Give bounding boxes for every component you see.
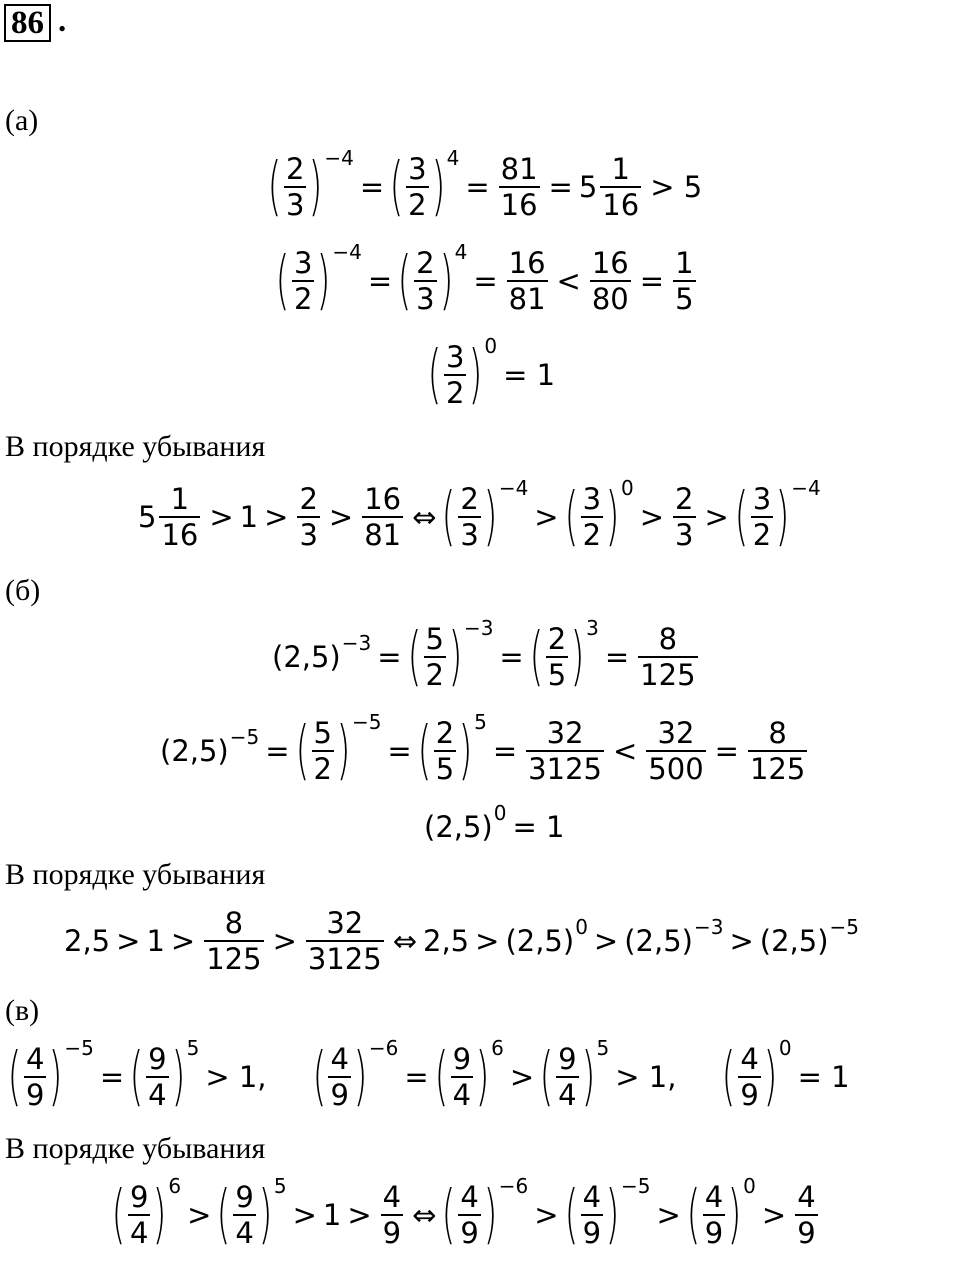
- numerator: 32: [657, 716, 695, 750]
- parenthesis: (: [427, 338, 442, 412]
- math-term: 1: [239, 500, 259, 534]
- denominator: 3: [416, 282, 435, 316]
- exponent: −3: [341, 631, 372, 655]
- denominator: 9: [582, 1216, 602, 1250]
- math-term: (2,5): [160, 734, 229, 768]
- power-expression: [427, 334, 498, 412]
- operator: > 1,: [615, 1060, 677, 1094]
- exponent: −4: [498, 476, 529, 500]
- operator: ⇔: [412, 1198, 437, 1232]
- numerator: 8: [658, 622, 678, 656]
- operator: > 1,: [205, 1060, 267, 1094]
- denominator: 5: [675, 282, 694, 316]
- numerator: 9: [452, 1042, 472, 1076]
- operator: =: [367, 264, 393, 298]
- operator: >: [170, 924, 196, 958]
- operator: =: [99, 1060, 125, 1094]
- numerator: 8: [224, 906, 244, 940]
- denominator: 4: [558, 1078, 577, 1112]
- parenthesis: (: [686, 1178, 701, 1252]
- parenthesis: ): [605, 1178, 620, 1252]
- parenthesis: (: [539, 1040, 554, 1114]
- operator: =: [387, 734, 412, 768]
- parenthesis: ): [483, 480, 498, 554]
- numerator: 4: [382, 1180, 402, 1214]
- fraction: [673, 482, 695, 552]
- parenthesis: ): [353, 1040, 368, 1114]
- parenthesis: ): [727, 1178, 742, 1252]
- numerator: 16: [591, 246, 629, 280]
- denominator: 80: [591, 282, 629, 316]
- power-expression: [7, 1036, 94, 1114]
- operator: >: [116, 924, 141, 958]
- numerator: 9: [129, 1180, 149, 1214]
- denominator: 2: [752, 518, 772, 552]
- fraction: [306, 906, 384, 976]
- numerator: 32: [326, 906, 364, 940]
- math-term: (2,5): [424, 810, 493, 844]
- power-expression: [267, 146, 354, 224]
- operator: >: [209, 500, 234, 534]
- parenthesis: ): [49, 1040, 63, 1114]
- numerator: 2: [435, 716, 455, 750]
- operator: >: [704, 500, 729, 534]
- parenthesis: (: [434, 1040, 449, 1114]
- exponent: 5: [273, 1174, 287, 1198]
- operator: =: [465, 170, 490, 204]
- exponent: 4: [454, 240, 468, 264]
- numerator: 4: [330, 1042, 349, 1076]
- parenthesis: (: [389, 150, 404, 224]
- numerator: 2: [416, 246, 435, 280]
- math-term: (2,5): [505, 924, 575, 958]
- exponent: 0: [484, 334, 498, 358]
- numerator: 4: [740, 1042, 759, 1076]
- parenthesis: ): [458, 714, 473, 788]
- operator: =: [714, 734, 739, 768]
- denominator: 4: [129, 1216, 149, 1250]
- math-term: 5: [578, 170, 598, 204]
- equation-v1: [7, 1036, 856, 1114]
- operator: =: [604, 640, 630, 674]
- order-equation-v: [111, 1174, 821, 1252]
- parenthesis: ): [431, 150, 445, 224]
- operator: =: [473, 264, 498, 298]
- fraction: [499, 152, 540, 222]
- parenthesis: ): [763, 1040, 778, 1114]
- power-expression: [129, 1036, 200, 1114]
- math-term: (2,5): [624, 924, 693, 958]
- section-label-a: (а): [5, 104, 39, 137]
- problem-number-dot: .: [58, 3, 67, 39]
- denominator: 500: [648, 752, 704, 786]
- exponent: 4: [446, 146, 460, 170]
- denominator: 3: [460, 518, 479, 552]
- parenthesis: (: [397, 244, 412, 318]
- numerator: 1: [170, 482, 190, 516]
- operator: >: [292, 1198, 317, 1232]
- fraction: [128, 1180, 150, 1250]
- order-equation-b: [64, 906, 859, 976]
- exponent: 0: [778, 1036, 792, 1060]
- parenthesis: (: [295, 714, 309, 788]
- operator: >: [729, 924, 754, 958]
- fraction: [546, 622, 568, 692]
- power-expression: [111, 1174, 182, 1252]
- denominator: 125: [206, 942, 262, 976]
- parenthesis: (: [564, 1178, 578, 1252]
- parenthesis: (: [734, 480, 749, 554]
- exponent: −5: [351, 710, 382, 734]
- operator: >: [264, 500, 289, 534]
- power-expression: [529, 616, 599, 694]
- denominator: 2: [582, 518, 602, 552]
- numerator: 2: [299, 482, 318, 516]
- exponent: 3: [586, 616, 599, 640]
- operator: =: [359, 170, 385, 204]
- parenthesis: ): [439, 244, 453, 318]
- numerator: 3: [582, 482, 602, 516]
- problem-number: 86: [4, 4, 51, 42]
- operator: >: [534, 1198, 559, 1232]
- denominator: 3: [299, 518, 318, 552]
- math-term: 2,5: [64, 924, 111, 958]
- power-expression: [295, 710, 382, 788]
- numerator: 4: [582, 1180, 602, 1214]
- parenthesis: ): [171, 1040, 185, 1114]
- fraction: [297, 482, 319, 552]
- fraction: [581, 1180, 603, 1250]
- denominator: 4: [148, 1078, 167, 1112]
- fraction: [204, 906, 263, 976]
- section-label-v: (в): [5, 994, 40, 1027]
- fraction: [159, 482, 200, 552]
- operator: >: [534, 500, 559, 534]
- numerator: 3: [752, 482, 772, 516]
- power-expression: [407, 616, 494, 694]
- fraction: [458, 482, 480, 552]
- parenthesis: (: [7, 1040, 22, 1114]
- power-expression: [722, 1036, 792, 1114]
- exponent: −6: [498, 1174, 529, 1198]
- power-expression: [539, 1036, 610, 1114]
- numerator: 9: [235, 1180, 254, 1214]
- operator: = 1: [512, 810, 565, 844]
- numerator: 5: [425, 622, 444, 656]
- denominator: 3125: [528, 752, 602, 786]
- operator: >: [761, 1198, 787, 1232]
- numerator: 1: [611, 152, 630, 186]
- operator: <: [612, 734, 638, 768]
- denominator: 125: [640, 658, 696, 692]
- parenthesis: ): [475, 1040, 490, 1114]
- fraction: [673, 246, 695, 316]
- fraction: [451, 1042, 473, 1112]
- math-term: 2,5: [423, 924, 470, 958]
- parenthesis: ): [336, 714, 351, 788]
- equation-b3: [424, 801, 570, 844]
- parenthesis: (: [407, 620, 421, 694]
- denominator: 9: [797, 1216, 816, 1250]
- fraction: [284, 152, 306, 222]
- exponent: 5: [186, 1036, 200, 1060]
- numerator: 4: [704, 1180, 724, 1214]
- fraction: [795, 1180, 817, 1250]
- denominator: 3125: [307, 942, 382, 976]
- operator: >: [475, 924, 500, 958]
- fraction: [638, 622, 697, 692]
- numerator: 9: [558, 1042, 577, 1076]
- fraction: [526, 716, 604, 786]
- fraction: [312, 716, 334, 786]
- order-equation-a: [138, 476, 821, 554]
- operator: =: [404, 1060, 429, 1094]
- operator: =: [492, 734, 518, 768]
- power-expression: [564, 1174, 651, 1252]
- denominator: 2: [293, 282, 313, 316]
- parenthesis: ): [605, 480, 620, 554]
- numerator: 4: [25, 1042, 45, 1076]
- fraction: [328, 1042, 350, 1112]
- numerator: 2: [285, 152, 305, 186]
- math-term: 1: [322, 1198, 342, 1232]
- order-text-a: В порядке убывания: [5, 430, 266, 463]
- denominator: 5: [547, 658, 567, 692]
- operator: >: [593, 924, 619, 958]
- power-expression: [686, 1174, 756, 1252]
- exponent: −6: [368, 1036, 399, 1060]
- exponent: −5: [64, 1036, 94, 1060]
- fraction: [444, 340, 466, 410]
- operator: =: [639, 264, 665, 298]
- exponent: 0: [743, 1174, 756, 1198]
- fraction: [458, 1180, 480, 1250]
- exponent: −5: [829, 915, 860, 939]
- fraction: [381, 1180, 403, 1250]
- power-expression: [734, 476, 821, 554]
- exponent: −4: [791, 476, 821, 500]
- operator: >: [509, 1060, 535, 1094]
- exponent: −4: [324, 146, 354, 170]
- numerator: 2: [675, 482, 694, 516]
- equation-b2: [160, 710, 810, 788]
- operator: ⇔: [412, 500, 437, 534]
- equation-a1: [267, 146, 708, 224]
- operator: >: [656, 1198, 681, 1232]
- numerator: 9: [148, 1042, 167, 1076]
- math-term: (2,5): [272, 640, 341, 674]
- math-term: 1: [146, 924, 165, 958]
- fraction: [233, 1180, 255, 1250]
- equation-b1: [272, 616, 701, 694]
- numerator: 2: [547, 622, 567, 656]
- denominator: 9: [330, 1078, 349, 1112]
- power-expression: [312, 1036, 399, 1114]
- parenthesis: (: [722, 1040, 736, 1114]
- operator: =: [377, 640, 402, 674]
- operator: <: [556, 264, 581, 298]
- fraction: [703, 1180, 725, 1250]
- numerator: 81: [500, 152, 538, 186]
- operator: = 1: [503, 358, 556, 392]
- exponent: −5: [620, 1174, 651, 1198]
- parenthesis: (: [417, 714, 432, 788]
- fraction: [556, 1042, 578, 1112]
- power-expression: [275, 240, 362, 318]
- denominator: 81: [364, 518, 402, 552]
- numerator: 5: [313, 716, 332, 750]
- operator: > 5: [650, 170, 703, 204]
- fraction: [24, 1042, 46, 1112]
- parenthesis: ): [581, 1040, 595, 1114]
- parenthesis: (: [529, 620, 544, 694]
- exponent: 6: [168, 1174, 182, 1198]
- numerator: 3: [445, 340, 465, 374]
- denominator: 5: [435, 752, 455, 786]
- denominator: 9: [460, 1216, 479, 1250]
- exponent: −3: [693, 915, 724, 939]
- parenthesis: ): [317, 244, 331, 318]
- numerator: 4: [460, 1180, 479, 1214]
- denominator: 9: [740, 1078, 759, 1112]
- denominator: 16: [161, 518, 199, 552]
- order-text-b: В порядке убывания: [5, 858, 266, 891]
- denominator: 4: [235, 1216, 254, 1250]
- operator: >: [347, 1198, 372, 1232]
- operator: =: [499, 640, 524, 674]
- math-term: (2,5): [759, 924, 829, 958]
- equation-a3: [427, 334, 561, 412]
- parenthesis: ): [448, 620, 463, 694]
- denominator: 2: [445, 376, 465, 410]
- parenthesis: ): [258, 1178, 273, 1252]
- parenthesis: ): [153, 1178, 167, 1252]
- operator: =: [265, 734, 290, 768]
- exponent: 0: [621, 476, 634, 500]
- exponent: −3: [463, 616, 494, 640]
- exponent: 0: [575, 915, 588, 939]
- denominator: 2: [408, 188, 427, 222]
- math-term: 5: [138, 500, 157, 534]
- parenthesis: (: [129, 1040, 144, 1114]
- parenthesis: ): [775, 480, 790, 554]
- denominator: 9: [382, 1216, 402, 1250]
- power-expression: [564, 476, 634, 554]
- numerator: 4: [797, 1180, 816, 1214]
- denominator: 125: [749, 752, 806, 786]
- fraction: [590, 246, 631, 316]
- numerator: 8: [768, 716, 787, 750]
- numerator: 3: [408, 152, 427, 186]
- power-expression: [217, 1174, 287, 1252]
- parenthesis: (: [442, 1178, 456, 1252]
- power-expression: [397, 240, 468, 318]
- numerator: 3: [293, 246, 313, 280]
- exponent: −4: [332, 240, 362, 264]
- order-text-v: В порядке убывания: [5, 1132, 266, 1165]
- fraction: [751, 482, 773, 552]
- operator: >: [272, 924, 297, 958]
- parenthesis: (: [275, 244, 290, 318]
- exponent: 0: [493, 801, 507, 825]
- parenthesis: ): [469, 338, 483, 412]
- denominator: 9: [25, 1078, 45, 1112]
- equation-a2: [275, 240, 699, 318]
- power-expression: [417, 710, 487, 788]
- fraction: [748, 716, 807, 786]
- parenthesis: ): [309, 150, 323, 224]
- operator: = 1: [797, 1060, 850, 1094]
- section-label-b: (б): [5, 574, 41, 607]
- operator: >: [187, 1198, 212, 1232]
- numerator: 2: [460, 482, 479, 516]
- denominator: 4: [452, 1078, 472, 1112]
- operator: >: [328, 500, 354, 534]
- denominator: 16: [500, 188, 538, 222]
- operator: =: [548, 170, 573, 204]
- denominator: 2: [313, 752, 332, 786]
- parenthesis: (: [442, 480, 456, 554]
- fraction: [424, 622, 446, 692]
- parenthesis: (: [564, 480, 578, 554]
- operator: ⇔: [392, 924, 417, 958]
- fraction: [646, 716, 705, 786]
- operator: >: [639, 500, 665, 534]
- fraction: [414, 246, 436, 316]
- numerator: 1: [675, 246, 694, 280]
- exponent: 6: [491, 1036, 504, 1060]
- power-expression: [442, 1174, 529, 1252]
- fraction: [581, 482, 603, 552]
- numerator: 16: [508, 246, 546, 280]
- fraction: [738, 1042, 760, 1112]
- fraction: [406, 152, 428, 222]
- parenthesis: ): [570, 620, 585, 694]
- fraction: [507, 246, 548, 316]
- fraction: [146, 1042, 168, 1112]
- exponent: 5: [474, 710, 487, 734]
- numerator: 32: [546, 716, 584, 750]
- fraction: [600, 152, 641, 222]
- power-expression: [442, 476, 529, 554]
- numerator: 16: [364, 482, 402, 516]
- parenthesis: (: [111, 1178, 126, 1252]
- denominator: 81: [508, 282, 546, 316]
- denominator: 3: [285, 188, 305, 222]
- fraction: [292, 246, 314, 316]
- parenthesis: ): [483, 1178, 498, 1252]
- power-expression: [434, 1036, 504, 1114]
- denominator: 3: [675, 518, 694, 552]
- exponent: 5: [596, 1036, 610, 1060]
- fraction: [362, 482, 403, 552]
- parenthesis: (: [267, 150, 282, 224]
- denominator: 16: [602, 188, 640, 222]
- exponent: −5: [229, 725, 260, 749]
- denominator: 2: [425, 658, 444, 692]
- parenthesis: (: [312, 1040, 326, 1114]
- parenthesis: (: [217, 1178, 231, 1252]
- fraction: [434, 716, 456, 786]
- denominator: 9: [704, 1216, 724, 1250]
- power-expression: [389, 146, 460, 224]
